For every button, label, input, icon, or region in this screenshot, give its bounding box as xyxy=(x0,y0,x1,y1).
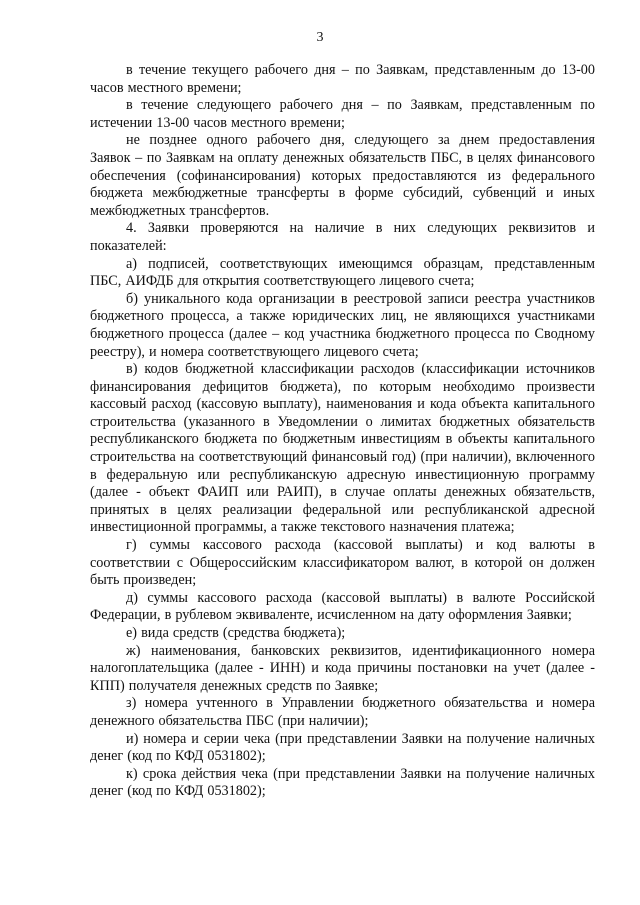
page-number: 3 xyxy=(316,30,324,45)
paragraph-item-b: б) уникального кода организации в реестровой записи реестра участников бюджетного процесса, а также юридических лиц, не являющихся участниками бюджетного процесса (далее – код участника бюджетного процесса по Сводному реестру), и номера соответствующего лицевого счета; xyxy=(90,290,595,360)
document-body xyxy=(90,62,595,801)
paragraph-item-k: к) срока действия чека (при представлении Заявки на получение наличных денег (код по КФД 0531802); xyxy=(90,765,595,800)
paragraph-item-a: а) подписей, соответствующих имеющимся образцам, представленным ПБС, АИФДБ для открытия соответствующего лицевого счета; xyxy=(90,255,595,290)
paragraph-federal-transfers: не позднее одного рабочего дня, следующего за днем предоставления Заявок – по Заявкам на оплату денежных обязательств ПБС, в целях финансового обеспечения (софинансирования) которых предоставляются из федерального бюджета межбюджетные трансферты в форме субсидий, субвенций и иных межбюджетных трансфертов. xyxy=(90,132,595,219)
paragraph-item-z: з) номера учтенного в Управлении бюджетного обязательства и номера денежного обязательства ПБС (при наличии); xyxy=(90,695,595,729)
paragraph-item-g: г) суммы кассового расхода (кассовой выплаты) и код валюты в соответствии с Общероссийским классификатором валют, в которой он должен быть произведен; xyxy=(90,537,595,589)
paragraph-item-e: е) вида средств (средства бюджета); xyxy=(126,625,346,641)
paragraph-current-day: в течение текущего рабочего дня – по Заявкам, представленным до 13-00 часов местного времени; xyxy=(90,62,595,96)
paragraph-item-d: д) суммы кассового расхода (кассовой выплаты) в валюте Российской Федерации, в рублевом эквиваленте, исчисленном на дату оформления Заявки; xyxy=(90,589,595,624)
paragraph-next-day: в течение следующего рабочего дня – по Заявкам, представленным по истечении 13-00 часов местного времени; xyxy=(90,97,595,131)
paragraph-item-zh: ж) наименования, банковских реквизитов, идентификационного номера налогоплательщика (далее - ИНН) и кода причины постановки на учет (далее - КПП) получателя денежных средств по Заявке; xyxy=(90,642,595,694)
paragraph-section-4: 4. Заявки проверяются на наличие в них следующих реквизитов и показателей: xyxy=(90,220,595,254)
paragraph-item-i: и) номера и серии чека (при представлении Заявки на получение наличных денег (код по КФД 0531802); xyxy=(90,730,595,765)
paragraph-item-v: в) кодов бюджетной классификации расходов (классификации источников финансирования дефицитов бюджета), по которым необходимо произвести кассовый расход (кассовую выплату), наименования и кода объекта капитального строительства (указанного в Уведомлении о лимитах бюджетных обязательств республиканского бюджета по бюджетным инвестициям в объекты капитального строительства на соответствующий финансовый год) (при наличии), включенного в федеральную или республиканскую адресную инвестиционную программу (далее - объект ФАИП или РАИП), в случае оплаты денежных обязательств, принятых в целях реализации федеральной или республиканской адресной инвестиционной программы, а также текстового назначения платежа; xyxy=(90,361,595,536)
